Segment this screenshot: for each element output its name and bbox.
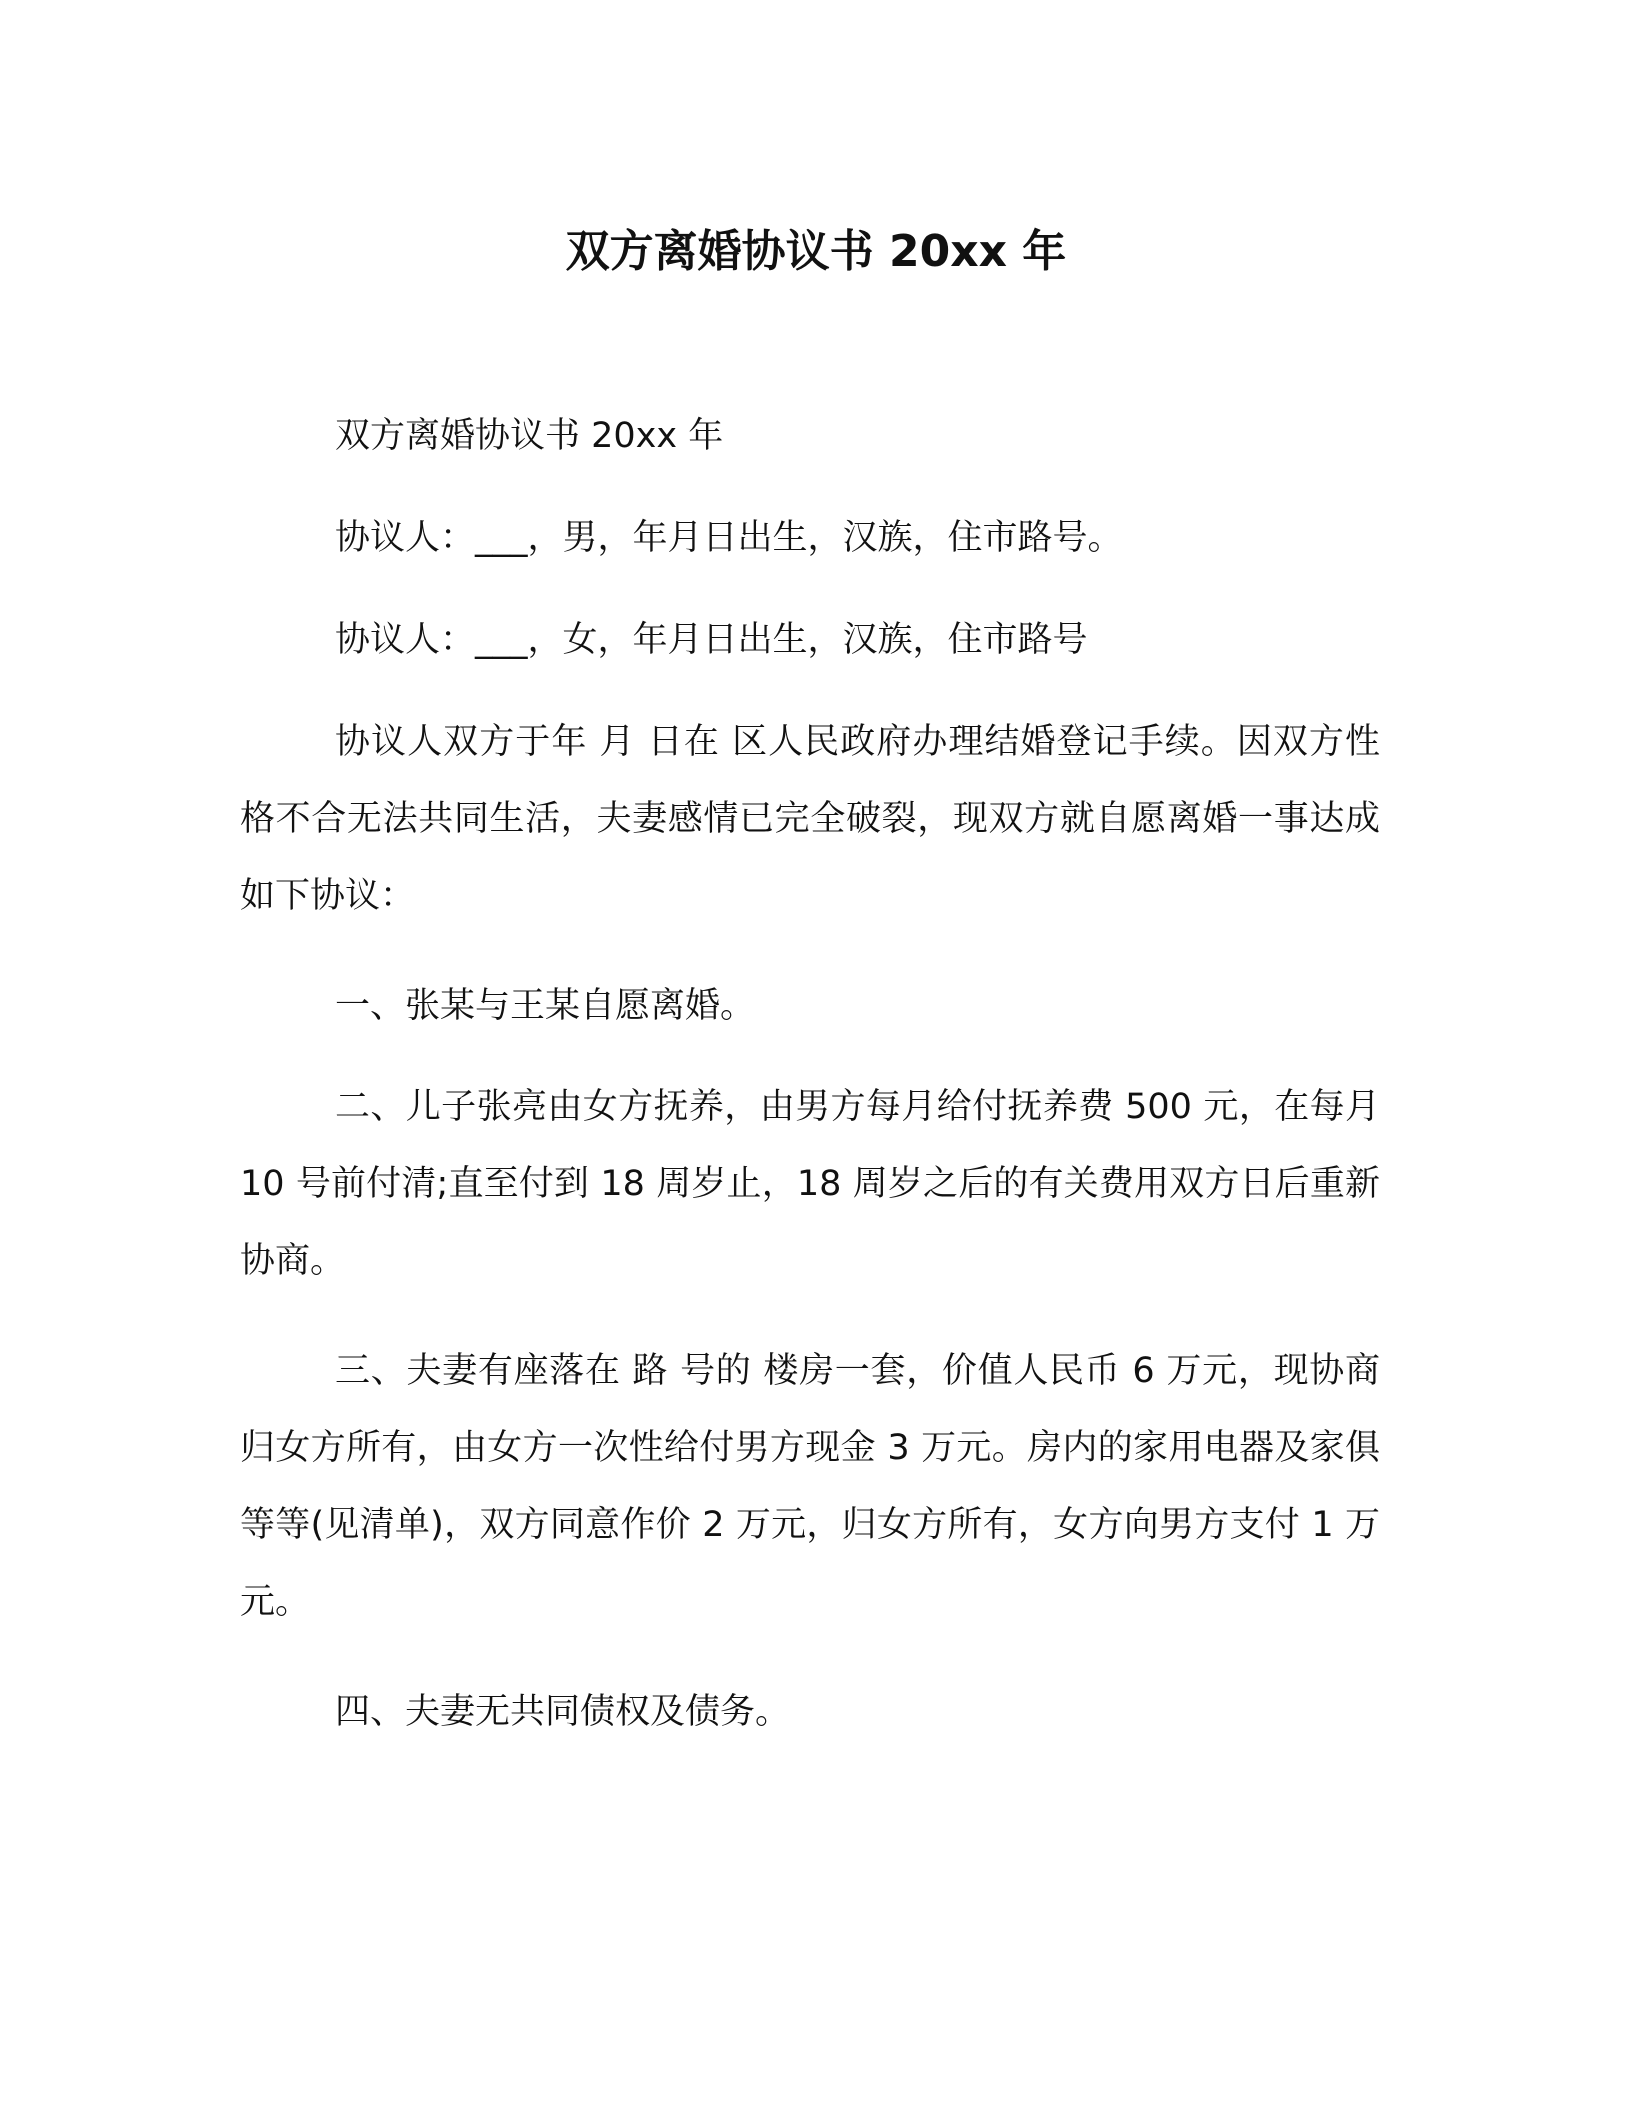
document-body <box>240 398 1380 1751</box>
paragraph-subtitle: 双方离婚协议书 20xx 年 <box>335 416 724 456</box>
document-title: 双方离婚协议书 20xx 年 <box>565 226 1067 277</box>
paragraph-clause-3: 三、夫妻有座落在 路 号的 楼房一套，价值人民币 6 万元，现协商归女方所有，由女方一次性给付男方现金 3 万元。房内的家用电器及家俱等等(见清单)，双方同意作价 2 万元，归女方所有，女方向男方支付 1 万元。 <box>240 1351 1380 1622</box>
paragraph-clause-1: 一、张某与王某自愿离婚。 <box>335 986 756 1026</box>
paragraph-clause-2: 二、儿子张亮由女方抚养，由男方每月给付抚养费 500 元，在每月 10 号前付清;直至付到 18 周岁止，18 周岁之后的有关费用双方日后重新协商。 <box>240 1087 1380 1281</box>
paragraph-party-female: 协议人：___，女，年月日出生，汉族，住市路号 <box>335 620 1088 660</box>
paragraph-preamble: 协议人双方于年 月 日在 区人民政府办理结婚登记手续。因双方性格不合无法共同生活，夫妻感情已完全破裂，现双方就自愿离婚一事达成如下协议： <box>240 722 1380 916</box>
paragraph-party-male: 协议人：___，男，年月日出生，汉族，住市路号。 <box>335 518 1123 558</box>
paragraph-clause-4: 四、夫妻无共同债权及债务。 <box>335 1692 791 1732</box>
